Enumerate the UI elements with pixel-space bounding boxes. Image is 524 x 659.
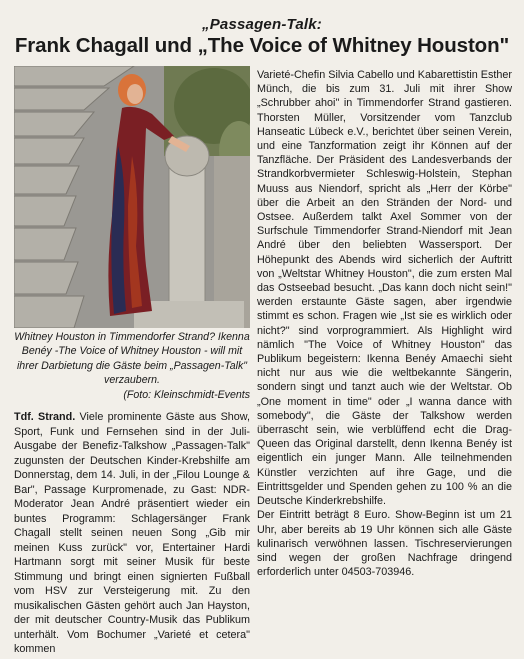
- photo-caption-text: Whitney Houston in Timmendorfer Strand? Ikenna Benéy -The Voice of Whitney Houston - will mit ihrer Darbietung die Gäste beim „Passagen-Talk" verzaubern.: [14, 331, 250, 387]
- dateline: Tdf. Strand.: [14, 411, 76, 423]
- article-right-column: [257, 68, 512, 579]
- performer-photo-illustration: [14, 66, 250, 328]
- article-photo: [14, 66, 250, 328]
- right-paragraph-1: Varieté-Chefin Silvia Cabello und Kabarettistin Esther Münch, die bis zum 31. Juli mit ihrer Show „Schrubber ahoi" in Timmendorfer Strand gastieren. Thorsten Müller, Vorsitzender vom Tanzclub Hanseatic Lübeck e.V., berichtet über seinen Verein, und eine Tanzformation zeigt ihr Können auf der Tanzfläche. Der Präsident des Landesverbands der Strandkorbvermieter Schleswig-Holstein, Stephan Muuss aus Niendorf, spricht als „Herr der Körbe" über die Arbeit an den Stränden der Nord- und Ostsee. Außerdem talkt Axel Sommer von der Surfschule Timmendorfer Strand-Niendorf mit Jean André über den beliebten Wassersport. Der Höhepunkt des Abends wird sicherlich der Auftritt von „Weltstar Whitney Houston", die zum ersten Mal das Ostseebad besucht. „Das kann doch nicht sein!" werden erstaunte Gäste sagen, aber irgendwie stimmt es schon. Fragen wie „Ist sie es wirklich oder nicht?" sind vorprogrammiert. Als Highlight wird nämlich "The Voice of Whitney Houston" das Publikum begeistern: Ikenna Benéy Amaechi sieht nicht nur aus wie die weltbekannte Sängerin, sondern singt und tanzt auch wie der Weltstar. Ob „One moment in time" oder „I wanna dance with somebody", die Gäste der Talkshow werden überrascht sein, wie verblüffend echt die Drag-Queen das Original darstellt, denn Ikenna Benéy ist eigentlich ein junger Mann. Alle teilnehmenden Künstler verzichten auf ihre Gage, und die Eintrittsgelder und Spenden gehen zu 100 % an die Deutsche Kinderkrebshilfe.: [257, 69, 512, 508]
- photo-credit: (Foto: Kleinschmidt-Events: [123, 388, 250, 401]
- article-headline: Frank Chagall und „The Voice of Whitney Houston": [14, 34, 510, 57]
- article-kicker: „Passagen-Talk:: [202, 16, 322, 33]
- article-left-column: [14, 410, 250, 657]
- right-paragraph-2: Der Eintritt beträgt 8 Euro. Show-Beginn ist um 21 Uhr, aber bereits ab 19 Uhr können sich alle Gäste kulinarisch verwöhnen lassen. Tischreservierungen sind wegen der großen Nachfrage dringend erforderlich unter 04503-703946.: [257, 509, 512, 579]
- lead-body: Viele prominente Gäste aus Show, Sport, Funk und Fernsehen sind in der Juli-Ausgabe der Benefiz-Talkshow „Passagen-Talk" zugunsten der Deutschen Kinder-Krebshilfe am Donnerstag, dem 14. Juli, in der „Filou Lounge & Bar", Passage Kurpromenade, zu Gast: NDR-Moderator Jean André präsentiert wieder ein buntes Programm: Schlagersänger Frank Chagall stellt seinen neuen Song „Gib mir meinen Kuss zurück" vor, Entertainer Hardi Hartmann sorgt mit seiner Musik für beste Stimmung und bringt einen signierten Fußball vom HSV zur Versteigerung mit. Zu den musikalischen Gästen gehört auch Jan Hayston, der mit deutscher Country-Musik das Publikum unterhält. Vom Bochumer „Varieté et cetera" kommen: [14, 411, 251, 655]
- article-lead-paragraph: [14, 410, 250, 657]
- photo-caption: [14, 330, 250, 402]
